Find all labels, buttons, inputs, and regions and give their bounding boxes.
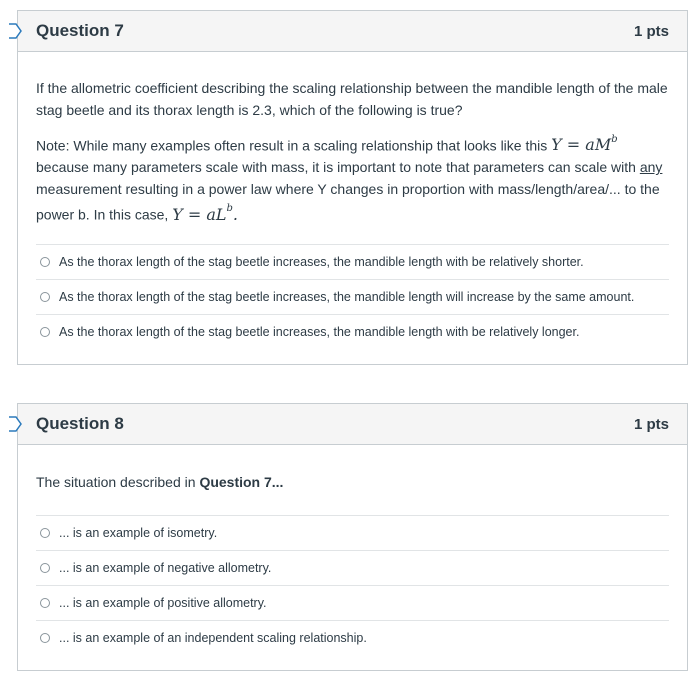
answer-option[interactable] — [36, 244, 669, 279]
question-note — [36, 131, 669, 226]
question-8-body — [18, 471, 687, 655]
answer-label: As the thorax length of the stag beetle increases, the mandible length with be relatively longer. — [59, 324, 580, 339]
question-7-header — [18, 11, 687, 52]
answer-label: ... is an example of negative allometry. — [59, 561, 272, 575]
question-flag-icon[interactable] — [8, 416, 22, 432]
radio-button[interactable] — [40, 257, 50, 267]
question-prompt: If the allometric coefficient describing the scaling relationship between the mandible length of the male stag beetle and its thorax length is 2.3, which of the following is true? — [36, 80, 668, 118]
equation-mass: $Y = aM^b$ — [551, 134, 618, 155]
prompt-prefix: The situation described in — [36, 474, 196, 490]
question-points: 1 pts — [633, 415, 669, 433]
answer-option[interactable] — [36, 585, 669, 620]
question-8-card — [17, 403, 688, 671]
answer-label: As the thorax length of the stag beetle increases, the mandible length with be relatively shorter. — [59, 254, 584, 269]
radio-button[interactable] — [40, 633, 50, 643]
prompt-bold: Question 7... — [199, 474, 284, 490]
question-prompt — [36, 471, 669, 493]
note-intro: Note: While many examples often result in a scaling relationship that looks like this — [36, 137, 548, 154]
radio-button[interactable] — [40, 327, 50, 337]
answer-list — [36, 244, 669, 349]
answer-label: As the thorax length of the stag beetle increases, the mandible length will increase by the same amount. — [59, 289, 635, 304]
note-rest: measurement resulting in a power law where Y changes in proportion with mass/length/area/... to the power b. In this case, — [36, 181, 660, 223]
radio-button[interactable] — [40, 292, 50, 302]
note-mid: because many parameters scale with mass, it is important to note that parameters can scale with — [36, 159, 636, 176]
answer-label: ... is an example of an independent scaling relationship. — [59, 631, 367, 645]
answer-option[interactable] — [36, 550, 669, 585]
answer-label: ... is an example of positive allometry. — [59, 596, 267, 610]
answer-label: ... is an example of isometry. — [59, 526, 218, 540]
question-title: Question 8 — [36, 414, 124, 433]
question-flag-icon[interactable] — [8, 23, 22, 39]
question-7-body — [18, 77, 687, 349]
answer-option[interactable] — [36, 515, 669, 550]
question-7-card — [17, 10, 688, 365]
equation-length: $Y = aL^b$. — [172, 203, 238, 224]
answer-option[interactable] — [36, 620, 669, 655]
note-any: any — [639, 159, 663, 176]
radio-button[interactable] — [40, 598, 50, 608]
question-points: 1 pts — [633, 22, 669, 40]
radio-button[interactable] — [40, 563, 50, 573]
answer-option[interactable] — [36, 279, 669, 314]
question-title: Question 7 — [36, 21, 124, 40]
radio-button[interactable] — [40, 528, 50, 538]
answer-list — [36, 515, 669, 655]
question-8-header — [18, 404, 687, 445]
answer-option[interactable] — [36, 314, 669, 349]
